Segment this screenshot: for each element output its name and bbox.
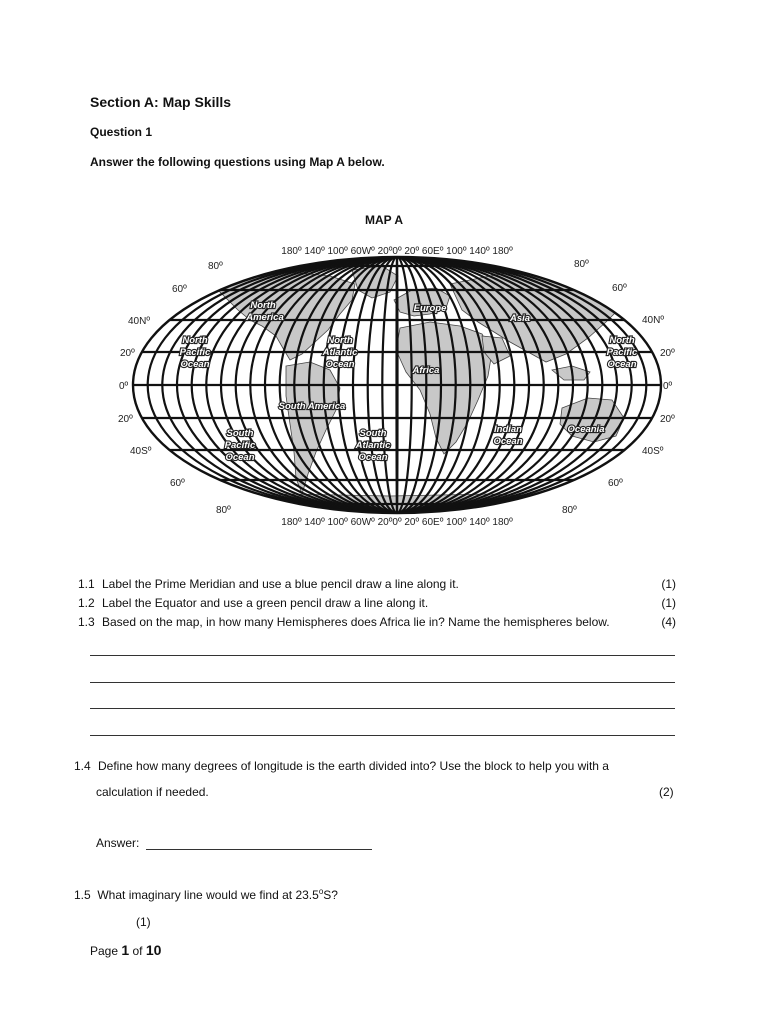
label-africa: Africa: [412, 365, 440, 376]
lat-right-20s: 20º: [660, 414, 675, 425]
question-number: 1.5: [74, 888, 91, 902]
lat-left-0: 0º: [119, 381, 129, 392]
label-south-atlantic-1: South: [359, 428, 387, 439]
answer-line-4[interactable]: [90, 735, 675, 736]
label-south-atlantic-2: Atlantic: [355, 440, 391, 451]
question-1-4-continued: calculation if needed.: [96, 785, 209, 799]
lat-left-80s: 80º: [216, 505, 231, 516]
label-north-atlantic-3: Ocean: [325, 359, 355, 370]
label-south-pacific-2: Pacific: [224, 440, 256, 451]
label-indian-ocean-2: Ocean: [493, 436, 523, 447]
label-north-pacific-right-3: Ocean: [607, 359, 637, 370]
lat-left-40n: 40Nº: [128, 316, 150, 327]
question-number: 1.2: [78, 596, 95, 610]
answer-line-2[interactable]: [90, 682, 675, 683]
label-europe: Europe: [413, 303, 447, 314]
label-north-atlantic-2: Atlantic: [322, 347, 358, 358]
lat-left-20s: 20º: [118, 414, 133, 425]
question-text: Define how many degrees of longitude is the earth divided into? Use the block to help you with a: [98, 759, 609, 773]
instruction: Answer the following questions using Map A below.: [90, 155, 385, 169]
label-south-atlantic-3: Ocean: [358, 452, 388, 463]
page-total: 10: [145, 942, 162, 958]
section-title: Section A: Map Skills: [90, 94, 232, 110]
question-number: 1.4: [74, 759, 91, 773]
question-marks: (4): [661, 615, 676, 629]
degree-symbol: o: [318, 887, 324, 896]
question-1-5-marks: (1): [136, 915, 151, 929]
world-map: [90, 238, 704, 530]
page-of: of: [129, 944, 146, 958]
label-north-pacific-left-1: North: [182, 335, 208, 346]
lat-right-80s: 80º: [562, 505, 577, 516]
answer-line-1[interactable]: [90, 655, 675, 656]
lat-right-80n: 80º: [574, 259, 589, 270]
label-south-pacific-1: South: [226, 428, 254, 439]
question-number: 1.1: [78, 577, 95, 591]
top-longitude-labels: 180º 140º 100º 60Wº 20º0º 20º 60Eº 100º 140º 180º: [281, 246, 513, 257]
map-title: MAP A: [364, 213, 403, 227]
lat-right-60n: 60º: [612, 283, 627, 294]
answer-label: Answer:: [96, 836, 140, 850]
question-text: Label the Prime Meridian and use a blue pencil draw a line along it.: [102, 577, 459, 591]
question-1-2: [78, 596, 678, 612]
question-marks: (1): [661, 577, 676, 591]
label-north-pacific-left-2: Pacific: [179, 347, 211, 358]
question-text-end: S?: [323, 888, 338, 902]
label-south-america: South America: [278, 401, 346, 412]
question-1-4-marks: (2): [659, 785, 674, 799]
label-indian-ocean-1: Indian: [494, 424, 522, 435]
lat-left-60s: 60º: [170, 478, 185, 489]
label-north-pacific-right-1: North: [609, 335, 635, 346]
label-south-pacific-3: Ocean: [225, 452, 255, 463]
question-1-4: [74, 759, 678, 775]
label-north-pacific-right-2: Pacific: [606, 347, 638, 358]
lat-left-60n: 60º: [172, 284, 187, 295]
label-north-atlantic-1: North: [327, 335, 353, 346]
question-title: Question 1: [90, 125, 153, 139]
lat-right-20n: 20º: [660, 348, 675, 359]
answer-line[interactable]: [146, 849, 372, 850]
lat-left-80n: 80º: [208, 261, 223, 272]
lat-right-40n: 40Nº: [642, 315, 664, 326]
question-number: 1.3: [78, 615, 95, 629]
label-north-pacific-left-3: Ocean: [180, 359, 210, 370]
graticule: [90, 257, 704, 513]
page-prefix: Page: [90, 944, 122, 958]
question-1-1: [78, 577, 678, 593]
page-number: [90, 942, 161, 958]
label-north-america-1: North: [250, 300, 276, 311]
lat-right-0: 0º: [663, 381, 673, 392]
lat-right-40s: 40Sº: [642, 446, 664, 457]
bottom-longitude-labels: 180º 140º 100º 60Wº 20º0º 20º 60Eº 100º 140º 180º: [281, 517, 513, 528]
question-1-3: [78, 615, 678, 631]
page-current: 1: [121, 942, 130, 958]
label-north-america-2: America: [246, 312, 284, 323]
question-1-5: [74, 887, 338, 902]
label-oceania: Oceania: [567, 424, 605, 435]
question-text: Label the Equator and use a green pencil draw a line along it.: [102, 596, 429, 610]
question-text: What imaginary line would we find at 23.5: [97, 888, 319, 902]
lat-right-60s: 60º: [608, 478, 623, 489]
answer-line-3[interactable]: [90, 708, 675, 709]
lat-left-20n: 20º: [120, 348, 135, 359]
question-text: Based on the map, in how many Hemispheres does Africa lie in? Name the hemispheres below.: [102, 615, 610, 629]
question-marks: (1): [661, 596, 676, 610]
label-asia: Asia: [509, 313, 531, 324]
lat-left-40s: 40Sº: [130, 446, 152, 457]
